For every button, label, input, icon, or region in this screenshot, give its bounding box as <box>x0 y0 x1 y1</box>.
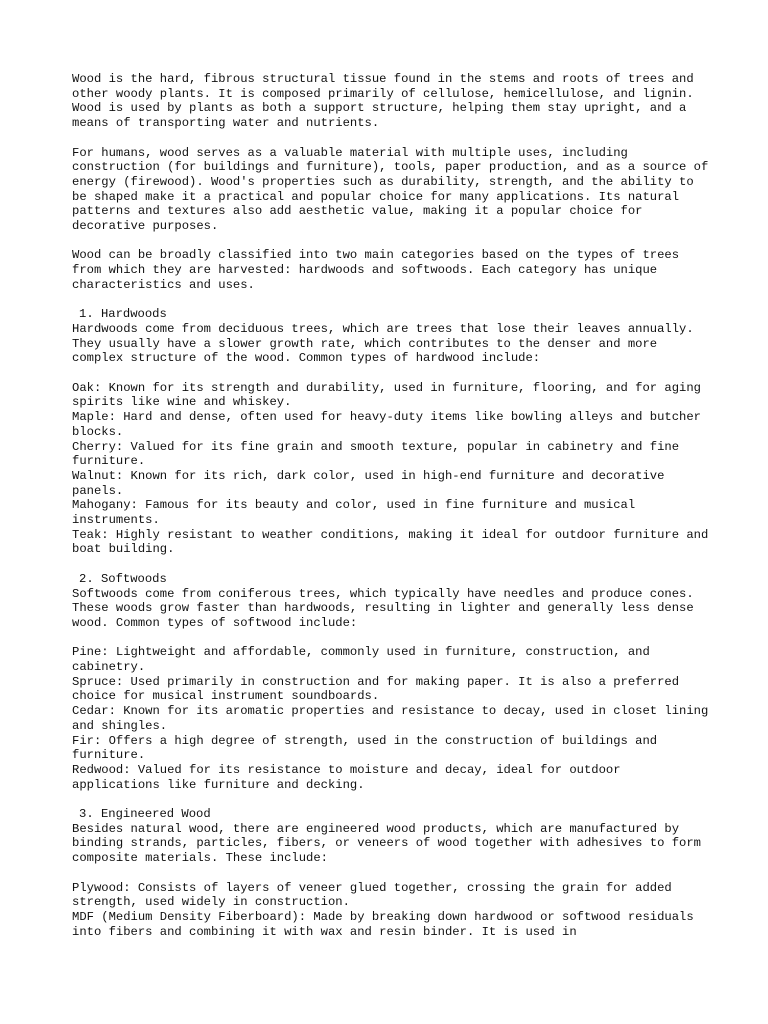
list-item: Oak: Known for its strength and durability, used in furniture, flooring, and for aging spirits like wine and whiskey. <box>72 380 701 410</box>
list-item: Walnut: Known for its rich, dark color, used in high-end furniture and decorative panels. <box>72 468 665 498</box>
wood-type-list <box>72 645 712 792</box>
section-heading: 1. Hardwoods <box>79 307 167 322</box>
list-item: Mahogany: Famous for its beauty and color, used in fine furniture and musical instruments. <box>72 498 636 528</box>
document-page <box>72 72 712 939</box>
section-text: Hardwoods come from deciduous trees, which are trees that lose their leaves annually. They usually have a slower growth rate, which contributes to the denser and more complex structure of the wood. Common types of hardwood include: <box>72 321 694 366</box>
section-engineered-wood <box>72 807 712 939</box>
intro-paragraph-3: Wood can be broadly classified into two main categories based on the types of trees from which they are harvested: hardwoods and softwoods. Each category has unique characteristics and uses. <box>72 248 680 292</box>
list-item: Redwood: Valued for its resistance to moisture and decay, ideal for outdoor applications like furniture and decking. <box>72 762 621 792</box>
list-item: Teak: Highly resistant to weather conditions, making it ideal for outdoor furniture and boat building. <box>72 527 709 557</box>
wood-type-list <box>72 881 712 940</box>
list-item: Fir: Offers a high degree of strength, used in the construction of buildings and furniture. <box>72 733 658 763</box>
section-text: Besides natural wood, there are engineered wood products, which are manufactured by binding strands, particles, fibers, or veneers of wood together with adhesives to form composite materials. These include: <box>72 821 701 866</box>
intro-paragraph-1: Wood is the hard, fibrous structural tissue found in the stems and roots of trees and other woody plants. It is composed primarily of cellulose, hemicellulose, and lignin. Wood is used by plants as both a support structure, helping them stay upright, and a means of transporting water and nutrients. <box>72 72 694 131</box>
list-item: Cedar: Known for its aromatic properties and resistance to decay, used in closet lining and shingles. <box>72 704 709 733</box>
section-softwoods <box>72 572 712 793</box>
list-item: Maple: Hard and dense, often used for heavy-duty items like bowling alleys and butcher blocks. <box>72 410 701 439</box>
section-heading: 3. Engineered Wood <box>79 807 211 822</box>
wood-type-list <box>72 381 712 557</box>
list-item: Cherry: Valued for its fine grain and smooth texture, popular in cabinetry and fine furniture. <box>72 439 680 469</box>
section-heading: 2. Softwoods <box>79 571 167 586</box>
list-item: Pine: Lightweight and affordable, commonly used in furniture, construction, and cabinetry. <box>72 645 650 675</box>
intro-paragraph-2: For humans, wood serves as a valuable material with multiple uses, including construction (for buildings and furniture), tools, paper production, and as a source of energy (firewood). Wood's properties such as durability, strength, and the ability to be shaped make it a practical and popular choice for many applications. Its natural patterns and textures also add aesthetic value, making it a popular choice for decorative purposes. <box>72 145 709 234</box>
section-hardwoods <box>72 307 712 557</box>
list-item: MDF (Medium Density Fiberboard): Made by breaking down hardwood or softwood residuals into fibers and combining it with wax and resin binder. It is used in <box>72 909 694 939</box>
list-item: Spruce: Used primarily in construction and for making paper. It is also a preferred choice for musical instrument soundboards. <box>72 674 680 704</box>
section-text: Softwoods come from coniferous trees, which typically have needles and produce cones. These woods grow faster than hardwoods, resulting in lighter and generally less dense wood. Common types of softwood include: <box>72 586 694 630</box>
list-item: Plywood: Consists of layers of veneer glued together, crossing the grain for added strength, used widely in construction. <box>72 880 672 910</box>
